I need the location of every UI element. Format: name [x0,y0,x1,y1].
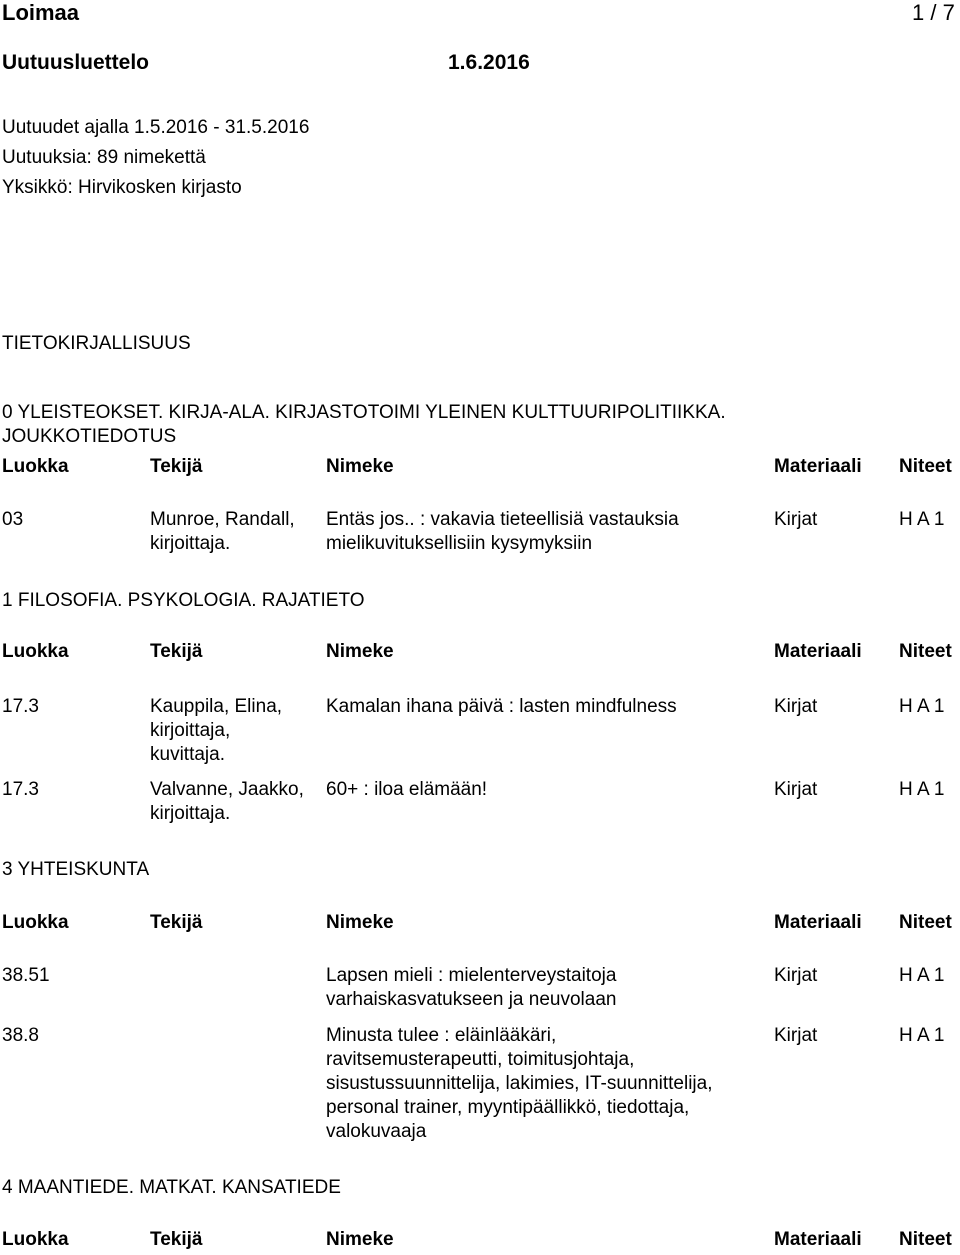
col-luokka: Luokka [2,1229,69,1250]
title-line: Kamalan ihana päivä : lasten mindfulness [326,696,677,717]
category-heading: TIETOKIRJALLISUUS [2,333,191,354]
row-niteet: H A 1 [899,779,945,800]
row-nimeke [326,508,679,556]
row-luokka: 17.3 [2,696,39,717]
col-nimeke: Nimeke [326,641,394,662]
row-luokka: 38.8 [2,1025,39,1046]
section-heading-cont: JOUKKOTIEDOTUS [2,426,177,447]
row-niteet: H A 1 [899,965,945,986]
row-nimeke [326,1024,713,1144]
author-line: kirjoittaja, [150,720,231,741]
page-number: 1 / 7 [912,0,955,25]
col-nimeke: Nimeke [326,912,394,933]
col-tekija: Tekijä [150,641,203,662]
author-line: kirjoittaja. [150,803,231,824]
row-niteet: H A 1 [899,1025,945,1046]
col-materiaali: Materiaali [774,456,862,477]
col-tekija: Tekijä [150,912,203,933]
row-luokka: 03 [2,509,24,530]
row-materiaali: Kirjat [774,696,818,717]
row-luokka: 38.51 [2,965,50,986]
section-heading: 3 YHTEISKUNTA [2,859,150,880]
unit-name: Yksikkö: Hirvikosken kirjasto [2,177,242,198]
col-niteet: Niteet [899,456,952,477]
author-line: Valvanne, Jaakko, [150,779,304,800]
row-niteet: H A 1 [899,696,945,717]
row-nimeke [326,778,487,802]
title-line: mielikuvituksellisiin kysymyksiin [326,533,593,554]
row-niteet: H A 1 [899,509,945,530]
row-materiaali: Kirjat [774,965,818,986]
col-luokka: Luokka [2,641,69,662]
col-tekija: Tekijä [150,1229,203,1250]
document-date: 1.6.2016 [448,51,530,74]
title-line: varhaiskasvatukseen ja neuvolaan [326,989,617,1010]
col-tekija: Tekijä [150,456,203,477]
title-line: Lapsen mieli : mielenterveystaitoja [326,965,617,986]
title-line: Entäs jos.. : vakavia tieteellisiä vastauksia [326,509,679,530]
title-line: ravitsemusterapeutti, toimitusjohtaja, [326,1049,635,1070]
row-tekija [150,508,295,556]
row-materiaali: Kirjat [774,1025,818,1046]
col-luokka: Luokka [2,912,69,933]
author-line: kuvittaja. [150,744,225,765]
row-nimeke [326,695,677,719]
col-materiaali: Materiaali [774,1229,862,1250]
col-niteet: Niteet [899,912,952,933]
row-tekija [150,695,282,767]
col-niteet: Niteet [899,641,952,662]
row-nimeke [326,964,616,1012]
col-luokka: Luokka [2,456,69,477]
title-line: 60+ : iloa elämään! [326,779,488,800]
title-line: personal trainer, myyntipäällikkö, tiedottaja, [326,1097,690,1118]
author-line: kirjoittaja. [150,533,231,554]
section-heading: 4 MAANTIEDE. MATKAT. KANSATIEDE [2,1177,341,1198]
row-materiaali: Kirjat [774,509,818,530]
title-line: sisustussuunnittelija, lakimies, IT-suunnittelija, [326,1073,713,1094]
author-line: Kauppila, Elina, [150,696,283,717]
library-name: Loimaa [2,0,80,25]
col-nimeke: Nimeke [326,456,394,477]
row-tekija [150,778,304,826]
author-line: Munroe, Randall, [150,509,295,530]
col-materiaali: Materiaali [774,912,862,933]
col-materiaali: Materiaali [774,641,862,662]
title-line: Minusta tulee : eläinlääkäri, [326,1025,557,1046]
row-luokka: 17.3 [2,779,39,800]
section-heading: 1 FILOSOFIA. PSYKOLOGIA. RAJATIETO [2,590,365,611]
document-title: Uutuusluettelo [2,51,149,74]
title-line: valokuvaaja [326,1121,427,1142]
section-heading: 0 YLEISTEOKSET. KIRJA-ALA. KIRJASTOTOIMI YLEINEN KULTTUURIPOLITIIKKA. [2,402,726,423]
col-nimeke: Nimeke [326,1229,394,1250]
row-materiaali: Kirjat [774,779,818,800]
date-range: Uutuudet ajalla 1.5.2016 - 31.5.2016 [2,117,310,138]
title-count: Uutuuksia: 89 nimekettä [2,147,206,168]
col-niteet: Niteet [899,1229,952,1250]
